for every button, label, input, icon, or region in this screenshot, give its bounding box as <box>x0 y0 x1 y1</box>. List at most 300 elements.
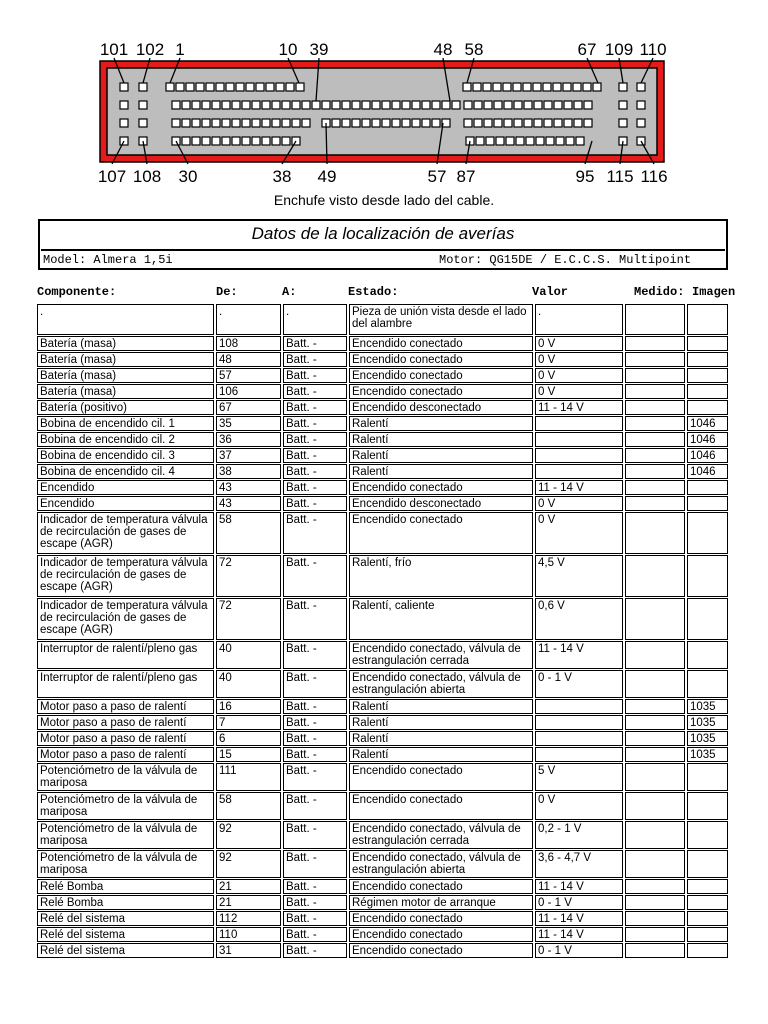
connector-pin <box>392 119 400 127</box>
cell-imagen <box>687 763 728 791</box>
cell-de: 16 <box>216 699 281 714</box>
cell-imagen <box>687 821 728 849</box>
cell-de: 67 <box>216 400 281 415</box>
cell-componente: Batería (masa) <box>37 384 214 399</box>
cell-de: 92 <box>216 850 281 878</box>
cell-valor: 0 V <box>535 496 623 511</box>
cell-de: 40 <box>216 670 281 698</box>
connector-pin <box>292 101 300 109</box>
cell-medido <box>625 304 685 335</box>
connector-pin <box>637 83 645 91</box>
pin-label: 108 <box>132 167 162 186</box>
table-row <box>37 555 728 597</box>
cell-componente: Bobina de encendido cil. 4 <box>37 464 214 479</box>
connector-pin <box>192 101 200 109</box>
cell-a: Batt. - <box>283 927 347 942</box>
connector-pin <box>524 119 532 127</box>
cell-estado: Encendido desconectado <box>349 496 533 511</box>
cell-a: Batt. - <box>283 850 347 878</box>
connector-pin <box>576 137 584 145</box>
connector-pin <box>553 83 561 91</box>
cell-de: 21 <box>216 879 281 894</box>
connector-pin <box>312 101 320 109</box>
pin-label: 30 <box>178 167 198 186</box>
cell-componente: Batería (masa) <box>37 352 214 367</box>
cell-medido <box>625 336 685 351</box>
connector-pin <box>619 119 627 127</box>
pin-label: 109 <box>604 40 634 59</box>
cell-medido <box>625 352 685 367</box>
connector-pin <box>503 83 511 91</box>
cell-de: 36 <box>216 432 281 447</box>
pin-label: 110 <box>639 40 667 59</box>
connector-pin <box>432 101 440 109</box>
cell-medido <box>625 911 685 926</box>
connector-pin <box>332 119 340 127</box>
connector-pin <box>120 119 128 127</box>
cell-estado: Pieza de unión vista desde el lado del alambre <box>349 304 533 335</box>
cell-de: 72 <box>216 598 281 640</box>
cell-a: Batt. - <box>283 911 347 926</box>
connector-pin <box>402 119 410 127</box>
connector-pin <box>486 137 494 145</box>
cell-medido <box>625 943 685 958</box>
cell-imagen <box>687 480 728 495</box>
connector-pin <box>182 137 190 145</box>
connector-pin <box>216 83 224 91</box>
cell-valor: 11 - 14 V <box>535 400 623 415</box>
cell-componente: Batería (masa) <box>37 368 214 383</box>
connector-pin <box>584 101 592 109</box>
cell-medido <box>625 715 685 730</box>
connector-pin <box>272 101 280 109</box>
connector-pin <box>282 137 290 145</box>
table-row <box>37 400 728 415</box>
cell-valor <box>535 464 623 479</box>
cell-imagen <box>687 384 728 399</box>
cell-componente: Encendido <box>37 480 214 495</box>
cell-estado: Encendido conectado, válvula de estrangulación abierta <box>349 850 533 878</box>
table-row <box>37 943 728 958</box>
connector-pin <box>564 101 572 109</box>
connector-diagram <box>0 0 768 192</box>
pin-label: 102 <box>135 40 165 59</box>
connector-pin <box>202 119 210 127</box>
connector-pin <box>332 101 340 109</box>
cell-valor: 0 - 1 V <box>535 670 623 698</box>
connector-pin <box>252 119 260 127</box>
table-row <box>37 480 728 495</box>
connector-pin <box>120 101 128 109</box>
cell-de: 35 <box>216 416 281 431</box>
cell-estado: Ralentí <box>349 699 533 714</box>
cell-medido <box>625 496 685 511</box>
pin-label: 57 <box>427 167 447 186</box>
cell-componente: Relé del sistema <box>37 943 214 958</box>
cell-a: Batt. - <box>283 416 347 431</box>
connector-pin <box>182 101 190 109</box>
cell-estado: Encendido conectado <box>349 792 533 820</box>
connector-pin <box>206 83 214 91</box>
cell-a: Batt. - <box>283 792 347 820</box>
connector-pin <box>544 101 552 109</box>
cell-valor: 11 - 14 V <box>535 911 623 926</box>
table-row <box>37 384 728 399</box>
connector-pin <box>286 83 294 91</box>
cell-de: 43 <box>216 480 281 495</box>
cell-componente: Potenciómetro de la válvula de mariposa <box>37 792 214 820</box>
cell-componente: Encendido <box>37 496 214 511</box>
cell-componente: Relé Bomba <box>37 895 214 910</box>
cell-medido <box>625 763 685 791</box>
cell-estado: Encendido conectado, válvula de estrangulación cerrada <box>349 821 533 849</box>
cell-componente: Potenciómetro de la válvula de mariposa <box>37 821 214 849</box>
connector-pin <box>474 101 482 109</box>
table-row <box>37 416 728 431</box>
cell-a: Batt. - <box>283 480 347 495</box>
cell-de: 31 <box>216 943 281 958</box>
cell-imagen <box>687 368 728 383</box>
cell-medido <box>625 400 685 415</box>
cell-a: Batt. - <box>283 512 347 554</box>
cell-componente: Motor paso a paso de ralentí <box>37 699 214 714</box>
cell-componente: Bobina de encendido cil. 1 <box>37 416 214 431</box>
cell-de: 15 <box>216 747 281 762</box>
cell-de: 40 <box>216 641 281 669</box>
connector-pin <box>186 83 194 91</box>
cell-componente: Indicador de temperatura válvula de recirculación de gases de escape (AGR) <box>37 512 214 554</box>
cell-medido <box>625 416 685 431</box>
table-row <box>37 496 728 511</box>
cell-estado: Encendido conectado <box>349 927 533 942</box>
connector-pin <box>202 101 210 109</box>
connector-pin <box>484 101 492 109</box>
table-row <box>37 911 728 926</box>
cell-componente: Motor paso a paso de ralentí <box>37 747 214 762</box>
cell-de: 72 <box>216 555 281 597</box>
table-row <box>37 641 728 669</box>
table-row <box>37 792 728 820</box>
connector-pin <box>272 119 280 127</box>
cell-de: . <box>216 304 281 335</box>
pin-label: 95 <box>575 167 595 186</box>
connector-pin <box>422 101 430 109</box>
cell-de: 6 <box>216 731 281 746</box>
cell-imagen <box>687 641 728 669</box>
connector-pin <box>252 101 260 109</box>
connector-pin <box>534 101 542 109</box>
cell-medido <box>625 699 685 714</box>
connector-pin <box>222 119 230 127</box>
connector-pin <box>212 101 220 109</box>
connector-pin <box>139 119 147 127</box>
connector-pin <box>222 101 230 109</box>
cell-a: Batt. - <box>283 384 347 399</box>
cell-componente: Indicador de temperatura válvula de recirculación de gases de escape (AGR) <box>37 598 214 640</box>
cell-componente: Motor paso a paso de ralentí <box>37 731 214 746</box>
connector-pin <box>272 137 280 145</box>
cell-estado: Encendido conectado <box>349 336 533 351</box>
connector-pin <box>212 119 220 127</box>
cell-imagen <box>687 895 728 910</box>
connector-pin <box>236 83 244 91</box>
cell-a: Batt. - <box>283 448 347 463</box>
cell-a: Batt. - <box>283 496 347 511</box>
cell-de: 43 <box>216 496 281 511</box>
pin-label: 38 <box>272 167 292 186</box>
cell-medido <box>625 670 685 698</box>
connector-pin <box>493 83 501 91</box>
table-row <box>37 598 728 640</box>
connector-pin <box>362 101 370 109</box>
top-pin-labels <box>100 40 667 59</box>
connector-pin <box>342 101 350 109</box>
connector-pin <box>484 119 492 127</box>
connector-pin <box>442 101 450 109</box>
connector-pin <box>166 83 174 91</box>
cell-valor: 11 - 14 V <box>535 927 623 942</box>
bottom-pin-labels <box>98 167 668 186</box>
connector-pin <box>296 83 304 91</box>
connector-pin <box>242 101 250 109</box>
cell-componente: Interruptor de ralentí/pleno gas <box>37 670 214 698</box>
cell-imagen: 1046 <box>687 416 728 431</box>
connector-pin <box>504 101 512 109</box>
connector-pin <box>172 101 180 109</box>
cell-imagen: 1046 <box>687 448 728 463</box>
cell-estado: Encendido conectado <box>349 512 533 554</box>
cell-de: 21 <box>216 895 281 910</box>
cell-valor <box>535 416 623 431</box>
connector-pin <box>637 101 645 109</box>
cell-medido <box>625 448 685 463</box>
connector-pin <box>196 83 204 91</box>
cell-a: Batt. - <box>283 352 347 367</box>
cell-estado: Encendido conectado <box>349 911 533 926</box>
cell-a: Batt. - <box>283 731 347 746</box>
cell-imagen: 1035 <box>687 731 728 746</box>
cell-estado: Régimen motor de arranque <box>349 895 533 910</box>
cell-de: 111 <box>216 763 281 791</box>
cell-a: Batt. - <box>283 641 347 669</box>
connector-pin <box>246 83 254 91</box>
cell-medido <box>625 821 685 849</box>
cell-imagen <box>687 496 728 511</box>
connector-pin <box>352 101 360 109</box>
cell-de: 108 <box>216 336 281 351</box>
pin-label: 107 <box>97 167 127 186</box>
table-row <box>37 821 728 849</box>
cell-estado: Ralentí <box>349 464 533 479</box>
cell-imagen <box>687 911 728 926</box>
cell-estado: Ralentí <box>349 747 533 762</box>
connector-pin <box>506 137 514 145</box>
connector-pin <box>402 101 410 109</box>
cell-valor: 0 V <box>535 336 623 351</box>
column-header-estado: Estado: <box>348 285 399 299</box>
connector-pin <box>362 119 370 127</box>
cell-valor: 0 V <box>535 368 623 383</box>
table-row <box>37 879 728 894</box>
connector-pin <box>483 83 491 91</box>
cell-valor: 11 - 14 V <box>535 879 623 894</box>
cell-valor <box>535 448 623 463</box>
connector-pin <box>546 137 554 145</box>
connector-pin <box>556 137 564 145</box>
cell-estado: Encendido conectado <box>349 943 533 958</box>
cell-a: Batt. - <box>283 598 347 640</box>
cell-valor: 0,6 V <box>535 598 623 640</box>
cell-a: Batt. - <box>283 943 347 958</box>
connector-pin <box>176 83 184 91</box>
cell-de: 92 <box>216 821 281 849</box>
cell-estado: Ralentí <box>349 715 533 730</box>
cell-estado: Ralentí, frío <box>349 555 533 597</box>
connector-pin <box>372 119 380 127</box>
column-header-medido: Medido: <box>634 285 685 299</box>
table-row <box>37 432 728 447</box>
cell-estado: Ralentí <box>349 448 533 463</box>
connector-pin <box>276 83 284 91</box>
connector-pin <box>292 119 300 127</box>
connector-pin <box>232 101 240 109</box>
table-row <box>37 747 728 762</box>
connector-pin <box>120 83 128 91</box>
vehicle-model: Model: Almera 1,5i <box>43 253 173 267</box>
cell-componente: Batería (masa) <box>37 336 214 351</box>
cell-a: Batt. - <box>283 464 347 479</box>
cell-imagen <box>687 927 728 942</box>
cell-medido <box>625 731 685 746</box>
pin-label: 115 <box>606 167 634 186</box>
cell-a: Batt. - <box>283 336 347 351</box>
pin-label: 1 <box>175 40 185 59</box>
cell-de: 106 <box>216 384 281 399</box>
cell-estado: Encendido conectado <box>349 763 533 791</box>
table-row <box>37 763 728 791</box>
connector-pin <box>302 101 310 109</box>
info-divider <box>41 249 725 251</box>
cell-a: Batt. - <box>283 821 347 849</box>
connector-pin <box>262 101 270 109</box>
connector-pin <box>473 83 481 91</box>
connector-pin <box>232 119 240 127</box>
fault-data-table <box>35 303 730 959</box>
connector-pin <box>533 83 541 91</box>
connector-pin <box>382 101 390 109</box>
column-header-valor: Valor <box>532 285 569 299</box>
cell-medido <box>625 641 685 669</box>
cell-imagen <box>687 555 728 597</box>
cell-imagen <box>687 304 728 335</box>
connector-pin <box>432 119 440 127</box>
cell-valor <box>535 699 623 714</box>
cell-estado: Encendido conectado <box>349 879 533 894</box>
cell-medido <box>625 747 685 762</box>
cell-componente: Relé Bomba <box>37 879 214 894</box>
connector-pin <box>513 83 521 91</box>
connector-pin <box>256 83 264 91</box>
table-row <box>37 731 728 746</box>
cell-estado: Ralentí <box>349 416 533 431</box>
connector-pin <box>192 137 200 145</box>
cell-valor: 0 V <box>535 352 623 367</box>
cell-imagen: 1035 <box>687 699 728 714</box>
cell-valor: 0 - 1 V <box>535 895 623 910</box>
connector-pin <box>262 119 270 127</box>
cell-de: 7 <box>216 715 281 730</box>
cell-imagen <box>687 400 728 415</box>
connector-pin <box>476 137 484 145</box>
cell-medido <box>625 480 685 495</box>
cell-medido <box>625 792 685 820</box>
cell-imagen <box>687 879 728 894</box>
connector-pin <box>192 119 200 127</box>
cell-de: 58 <box>216 512 281 554</box>
connector-pin <box>619 83 627 91</box>
pin-label: 116 <box>640 167 668 186</box>
connector-pin <box>593 83 601 91</box>
connector-pin <box>242 119 250 127</box>
cell-de: 38 <box>216 464 281 479</box>
cell-estado: Encendido desconectado <box>349 400 533 415</box>
cell-valor: 11 - 14 V <box>535 641 623 669</box>
cell-medido <box>625 512 685 554</box>
cell-componente: Indicador de temperatura válvula de recirculación de gases de escape (AGR) <box>37 555 214 597</box>
connector-pin <box>212 137 220 145</box>
pin-label: 58 <box>464 40 484 59</box>
cell-imagen <box>687 512 728 554</box>
cell-componente: . <box>37 304 214 335</box>
cell-estado: Encendido conectado <box>349 352 533 367</box>
connector-pin <box>544 119 552 127</box>
connector-pin <box>139 101 147 109</box>
cell-componente: Bobina de encendido cil. 3 <box>37 448 214 463</box>
connector-pin <box>563 83 571 91</box>
connector-pin <box>182 119 190 127</box>
cell-de: 48 <box>216 352 281 367</box>
cell-de: 112 <box>216 911 281 926</box>
column-header-a: A: <box>282 285 297 299</box>
cell-medido <box>625 598 685 640</box>
column-header-imagen: Imagen <box>692 285 736 299</box>
connector-pin <box>372 101 380 109</box>
table-row <box>37 304 728 335</box>
cell-componente: Bobina de encendido cil. 2 <box>37 432 214 447</box>
cell-medido <box>625 368 685 383</box>
pin-label: 87 <box>456 167 476 186</box>
connector-pin <box>524 101 532 109</box>
cell-medido <box>625 555 685 597</box>
connector-pin <box>282 101 290 109</box>
table-row <box>37 448 728 463</box>
pin-label: 39 <box>309 40 329 59</box>
cell-a: Batt. - <box>283 715 347 730</box>
table-row <box>37 895 728 910</box>
connector-pin <box>564 119 572 127</box>
cell-componente: Potenciómetro de la válvula de mariposa <box>37 763 214 791</box>
cell-estado: Encendido conectado, válvula de estrangulación cerrada <box>349 641 533 669</box>
connector-pin <box>302 119 310 127</box>
connector-pin <box>242 137 250 145</box>
cell-valor: 11 - 14 V <box>535 480 623 495</box>
cell-estado: Ralentí <box>349 432 533 447</box>
connector-pin <box>412 119 420 127</box>
cell-valor: 0 - 1 V <box>535 943 623 958</box>
connector-pin <box>266 83 274 91</box>
cell-a: Batt. - <box>283 699 347 714</box>
table-row <box>37 352 728 367</box>
